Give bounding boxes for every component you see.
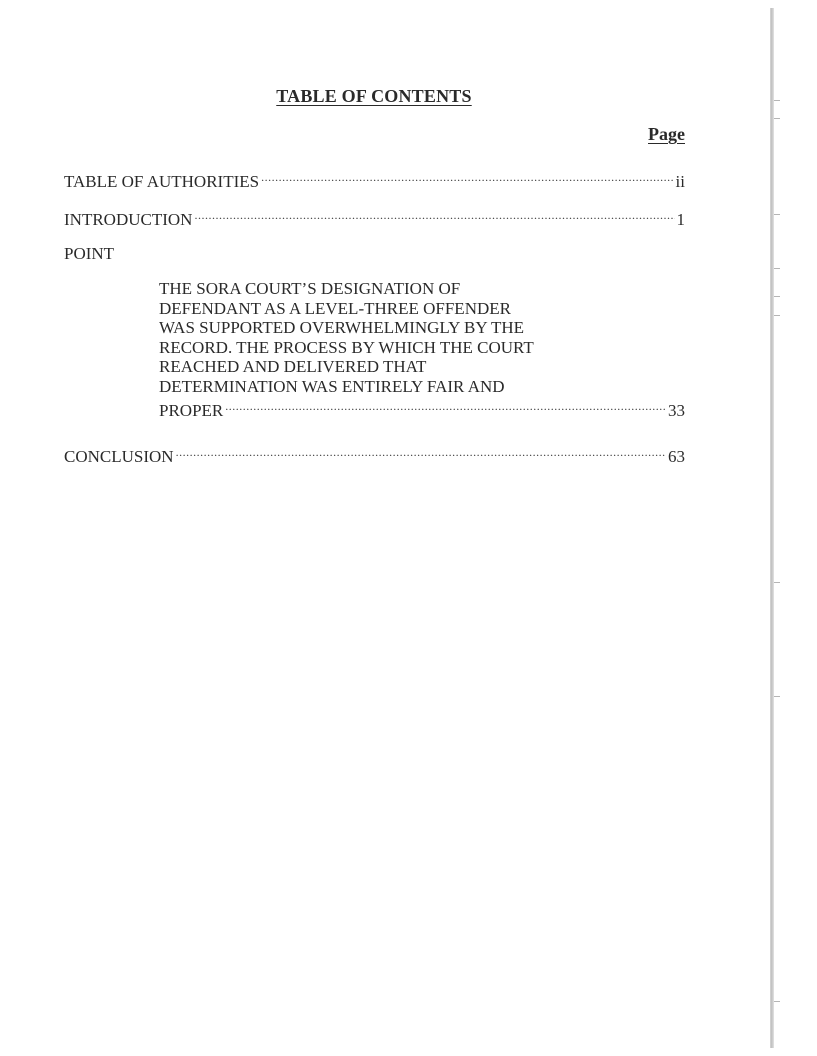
dot-leader [176, 442, 666, 462]
point-heading-line: DEFENDANT AS A LEVEL-THREE OFFENDER [159, 298, 511, 318]
point-heading-last-line [159, 397, 685, 421]
page-column-header: Page [648, 124, 685, 144]
toc-entry-page: ii [675, 172, 685, 191]
point-heading-line: THE SORA COURT’S DESIGNATION OF [159, 279, 461, 298]
point-heading-line: REACHED AND DELIVERED THAT [159, 357, 427, 377]
point-heading-line: DETERMINATION WAS ENTIRELY FAIR AND [159, 376, 505, 396]
point-label: POINT [64, 244, 115, 263]
toc-entry-page: 1 [676, 210, 685, 229]
toc-entry-label: INTRODUCTION [64, 210, 193, 229]
toc-entry-conclusion [64, 442, 685, 467]
scan-edge-mark [774, 315, 780, 316]
dot-leader [194, 205, 674, 225]
point-heading-line: RECORD. THE PROCESS BY WHICH THE COURT [159, 337, 534, 357]
point-heading [159, 279, 685, 421]
scan-edge-mark [774, 696, 780, 697]
scan-edge-mark [774, 100, 780, 101]
scan-edge-mark [774, 214, 780, 215]
dot-leader [225, 397, 666, 417]
toc-title: TABLE OF CONTENTS [276, 86, 472, 106]
toc-entry-label: TABLE OF AUTHORITIES [64, 172, 260, 191]
scan-edge-mark [774, 582, 780, 583]
toc-entry-page: 63 [668, 447, 685, 466]
point-heading-line: WAS SUPPORTED OVERWHELMINGLY BY THE [159, 318, 524, 338]
scan-edge-mark [774, 1001, 780, 1002]
toc-entry-introduction [64, 205, 685, 230]
point-heading-line: PROPER [159, 401, 224, 421]
toc-entry-table-of-authorities [64, 167, 685, 192]
scan-edge-mark [774, 296, 780, 297]
toc-entry-page: 33 [668, 401, 685, 421]
scan-edge-mark [774, 268, 780, 269]
dot-leader [261, 167, 673, 187]
toc-entry-label: CONCLUSION [64, 447, 174, 466]
scan-edge-mark [774, 118, 780, 119]
scan-page-edge [770, 8, 774, 1048]
